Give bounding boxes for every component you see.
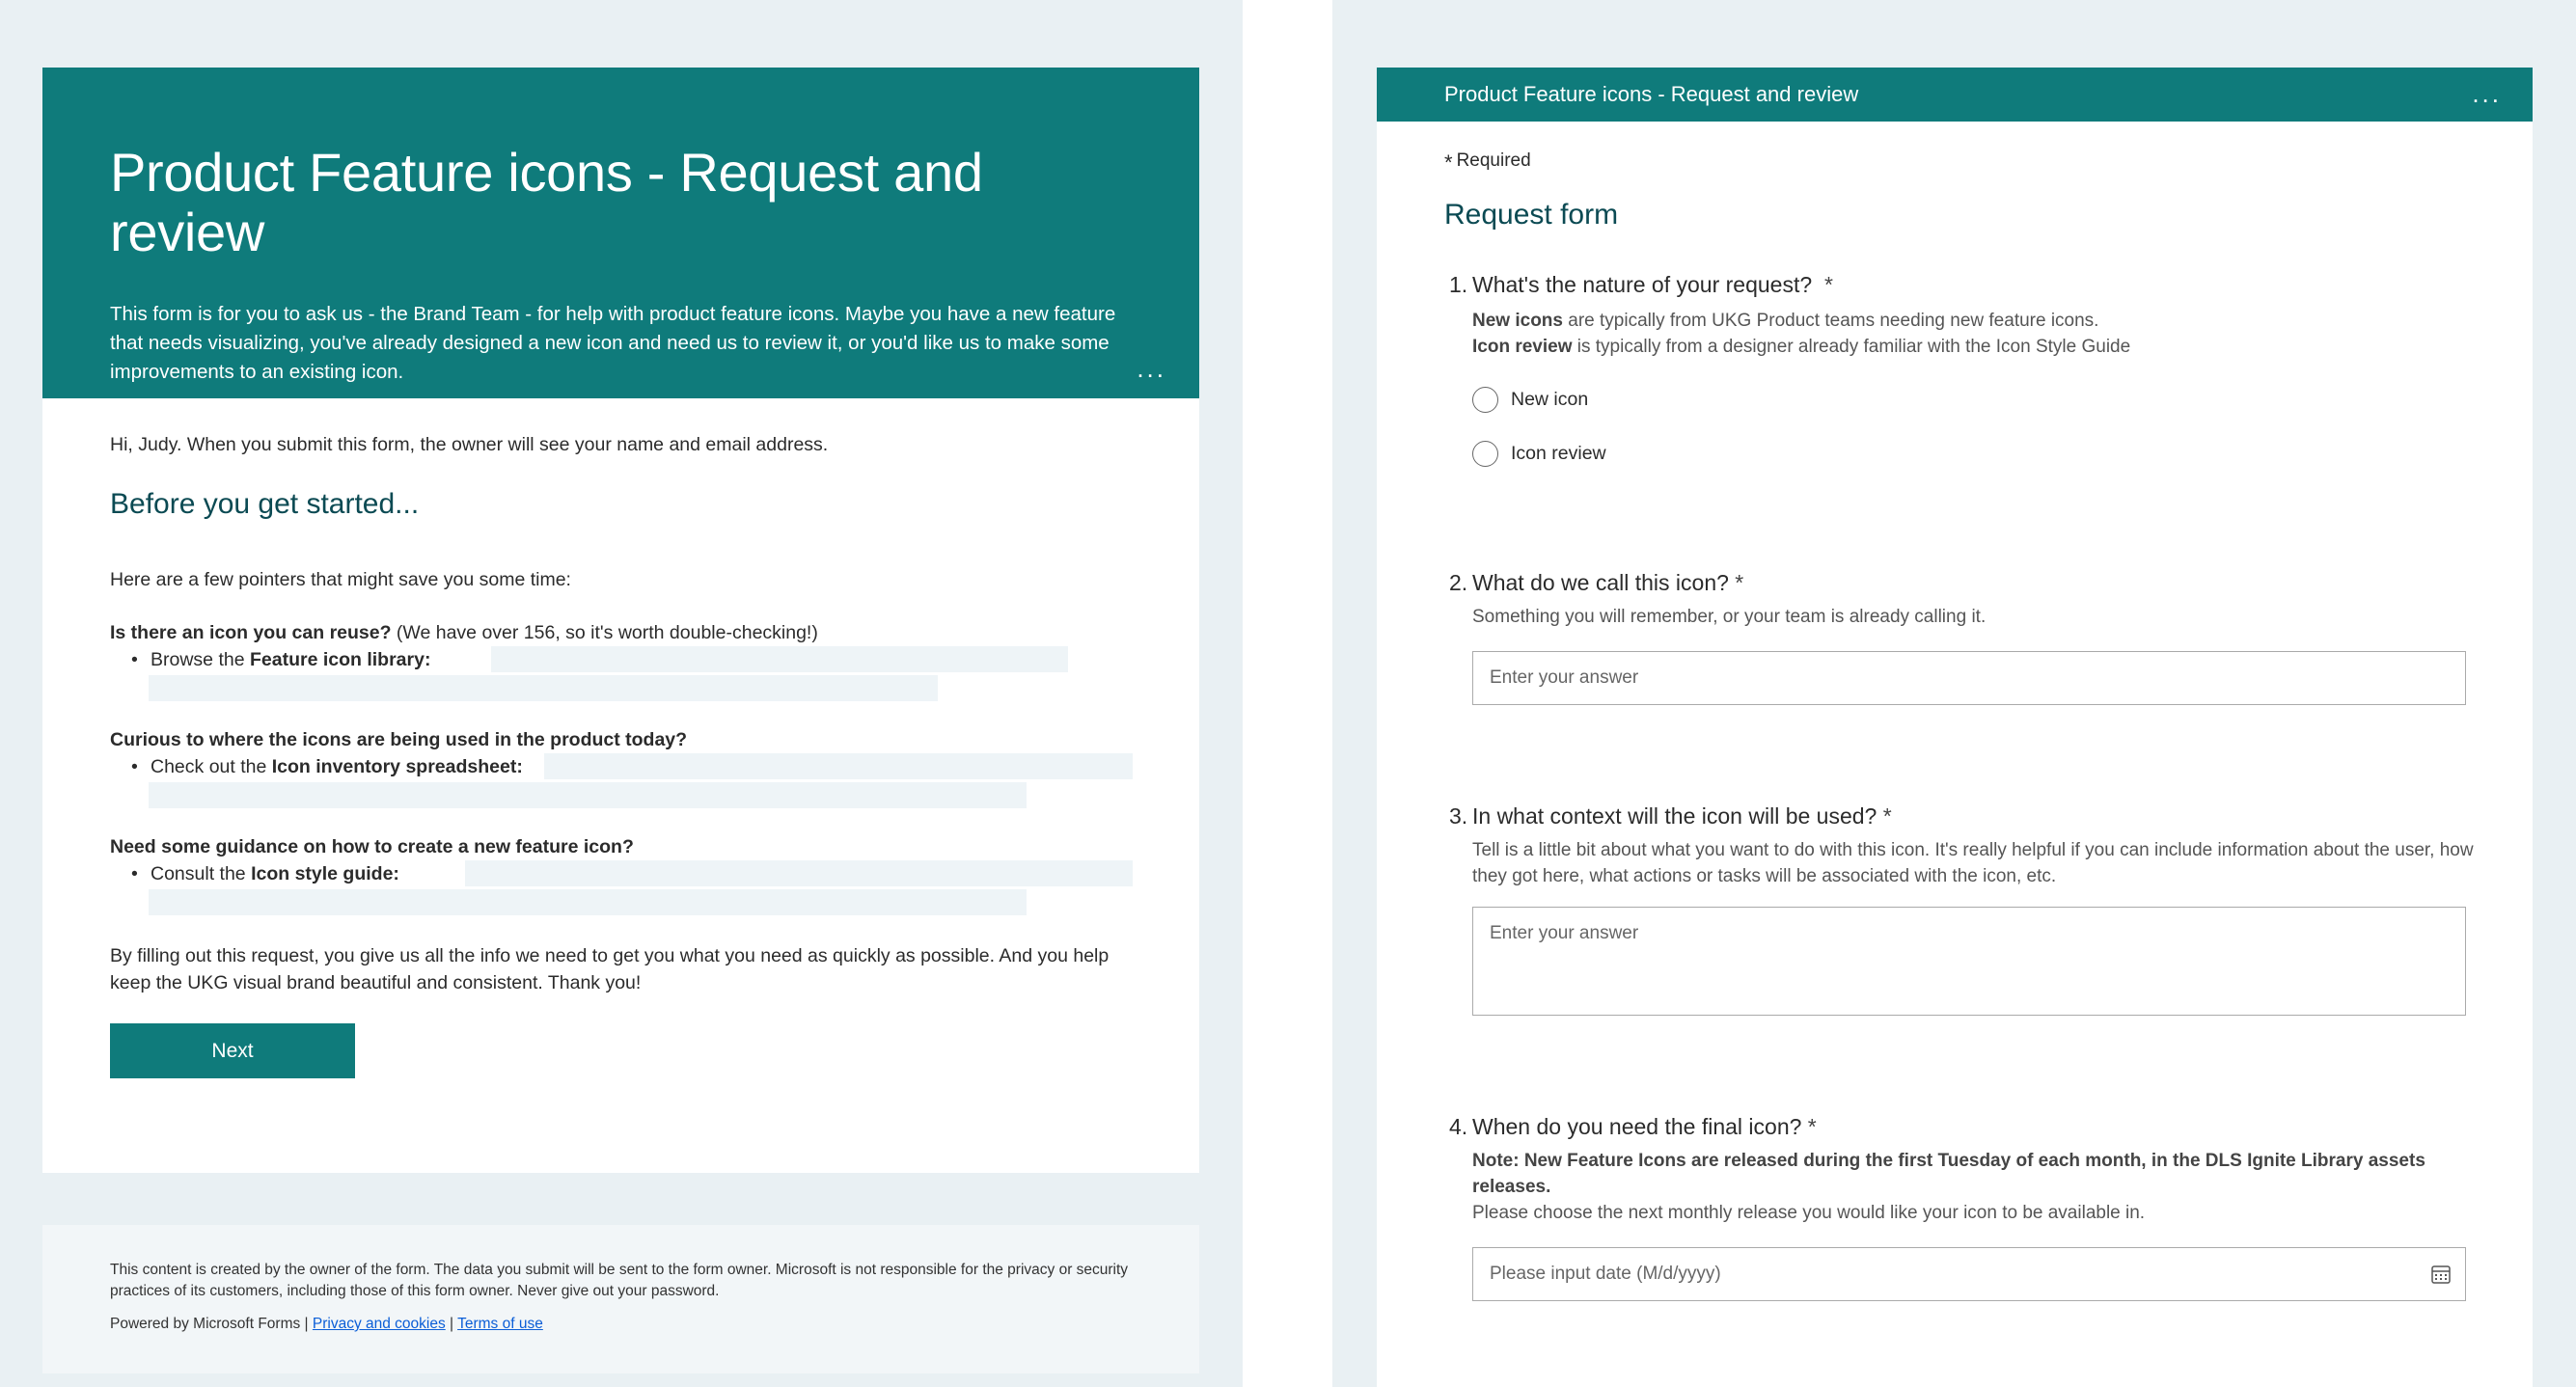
date-picker-input[interactable]	[1472, 1247, 2466, 1301]
icon-name-input[interactable]: Enter your answer	[1472, 651, 2466, 705]
bullet-feature-library	[110, 646, 1132, 673]
question-4-description: Note: New Feature Icons are released during the first Tuesday of each month, in the DLS Ignite Library assets releases. Please choose the next monthly release you would like your icon to be available in.	[1472, 1151, 2425, 1223]
footer-disclaimer: This content is created by the owner of the form. The data you submit will be sent to the form owner. Microsoft is not responsible for the privacy or security practices of its customers, including those of this form owner. Never give out your password.	[110, 1262, 1129, 1299]
pointer-usage	[110, 726, 1132, 753]
feature-library-label: Feature icon library:	[249, 649, 431, 670]
form-footer	[42, 1225, 1199, 1373]
powered-by-line	[110, 1314, 1132, 1335]
more-options-icon[interactable]: ...	[1137, 354, 1166, 383]
bullet-prefix: Browse the	[151, 649, 250, 670]
form-title: Product Feature icons - Request and review	[110, 142, 983, 262]
panel-divider	[1243, 0, 1332, 1387]
required-star: *	[1444, 150, 1453, 175]
powered-by-text: Powered by Microsoft Forms |	[110, 1316, 313, 1332]
form-welcome-body	[42, 398, 1199, 1173]
pointer-reuse-bold: Is there an icon you can reuse?	[110, 622, 392, 643]
pointer-reuse	[110, 619, 1132, 646]
privacy-link[interactable]: Privacy and cookies	[312, 1316, 446, 1332]
request-form-body	[1377, 122, 2533, 1301]
next-button[interactable]: Next	[110, 1023, 355, 1078]
inventory-spreadsheet-link[interactable]	[149, 782, 1027, 808]
required-marker: *	[1807, 1114, 1817, 1139]
form-header-bar	[1377, 68, 2533, 122]
bullet-style-guide	[110, 860, 1132, 887]
option-icon-review[interactable]: Icon review	[1472, 441, 2465, 467]
inventory-label: Icon inventory spreadsheet:	[271, 756, 523, 777]
pointer-reuse-rest: (We have over 156, so it's worth double-checking!)	[391, 622, 818, 643]
more-options-icon[interactable]: ...	[2472, 79, 2502, 108]
radio-button[interactable]	[1472, 441, 1498, 467]
question-4-title: 4. When do you need the final icon? *	[1449, 1114, 1817, 1139]
question-2-description: Something you will remember, or your team is already calling it.	[1472, 607, 1987, 627]
question-1	[1444, 272, 2465, 467]
form-description: This form is for you to ask us - the Brand Team - for help with product feature icons. Maybe you have a new feature that needs visualizing, you've already designed a new icon and need us to review it, or you'd like us to make some improvements to an existing icon.	[110, 303, 1116, 384]
question-3-description: Tell is a little bit about what you want to do with this icon. It's really helpful if you can include information about the user, how they got here, what actions or tasks will be associated with the icon, etc.	[1472, 840, 2474, 886]
style-guide-label: Icon style guide:	[251, 863, 399, 884]
bullet-prefix: Consult the	[151, 863, 252, 884]
form-header-banner	[42, 68, 1199, 398]
identity-notice: Hi, Judy. When you submit this form, the owner will see your name and email address.	[110, 434, 829, 455]
bullet-inventory	[110, 753, 1132, 780]
option-new-icon[interactable]: New icon	[1472, 387, 2465, 413]
question-2-title: 2. What do we call this icon? *	[1449, 570, 1744, 595]
question-3-title: 3. In what context will the icon will be used? *	[1449, 803, 1892, 829]
icon-context-textarea[interactable]: Enter your answer	[1472, 907, 2466, 1016]
question-1-description: New icons are typically from UKG Product teams needing new feature icons. Icon review is typically from a designer already familiar with the Icon Style Guide	[1472, 311, 2131, 357]
pointers-intro: Here are a few pointers that might save you some time:	[110, 569, 571, 590]
feature-library-link[interactable]	[149, 675, 938, 701]
required-note	[1444, 150, 2465, 176]
pointer-guidance	[110, 833, 1132, 860]
required-marker: *	[1735, 570, 1744, 595]
terms-link[interactable]: Terms of use	[457, 1316, 543, 1332]
pointer-guidance-bold: Need some guidance on how to create a new feature icon?	[110, 836, 634, 857]
form-header-title: Product Feature icons - Request and review	[1444, 82, 1859, 106]
request-form-card	[1377, 68, 2533, 1387]
required-label: Required	[1456, 150, 1531, 171]
pointer-usage-bold: Curious to where the icons are being used in the product today?	[110, 729, 688, 750]
question-4	[1444, 1114, 2465, 1301]
closing-text: By filling out this request, you give us all the info we need to get you what you need as quickly as possible. And you help keep the UKG visual brand beautiful and consistent. Thank you!	[110, 945, 1110, 993]
calendar-icon[interactable]	[2430, 1264, 2452, 1285]
question-2	[1444, 570, 2465, 705]
welcome-form-card	[42, 68, 1199, 1173]
date-placeholder: Please input date (M/d/yyyy)	[1490, 1264, 1721, 1284]
radio-button[interactable]	[1472, 387, 1498, 413]
bullet-prefix: Check out the	[151, 756, 272, 777]
section-title: Before you get started...	[110, 488, 420, 520]
question-3	[1444, 803, 2474, 1016]
request-form-title: Request form	[1444, 199, 1619, 231]
style-guide-link[interactable]	[149, 889, 1027, 915]
question-1-title: 1. What's the nature of your request? *	[1449, 272, 1833, 297]
footer-separator: |	[445, 1316, 458, 1332]
required-marker: *	[1882, 803, 1892, 829]
required-marker: *	[1823, 272, 1833, 297]
